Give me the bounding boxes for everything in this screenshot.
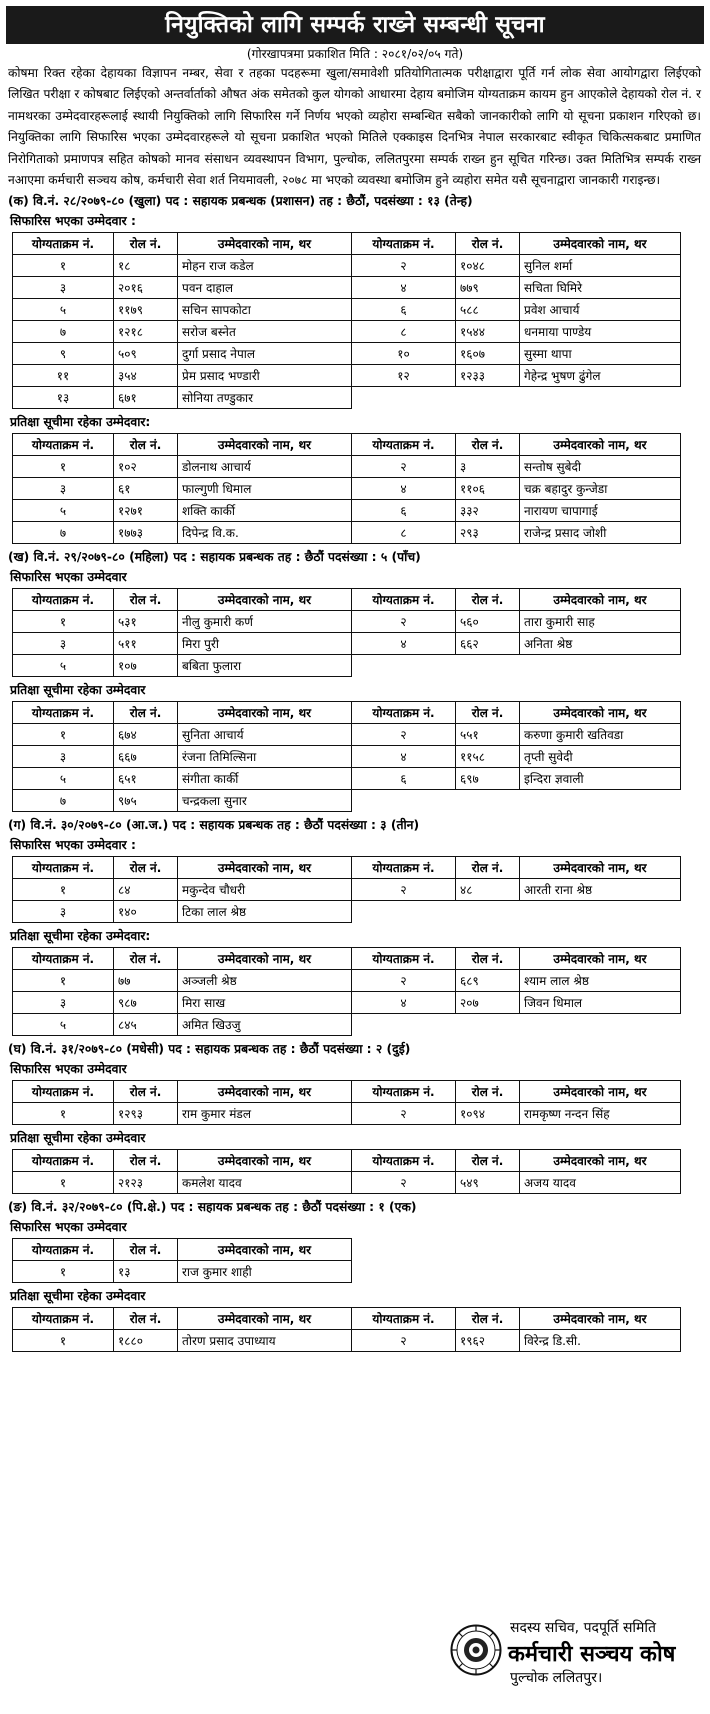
publication-date: (गोरखापत्रमा प्रकाशित मिति : २०८१/०२/०५ गते) [246,47,464,61]
table-cell: ७७९ [456,277,520,299]
table-row [13,611,681,633]
recommended-table [12,1238,704,1283]
table-cell: ११०६ [456,478,520,500]
table-cell: ८ [352,522,456,544]
column-header: उम्मेदवारको नाम, थर [520,702,681,724]
table-cell: ३ [456,456,520,478]
table-row [13,387,681,409]
column-header: उम्मेदवारको नाम, थर [520,233,681,255]
column-header: रोल नं. [114,1081,178,1103]
table-cell: ५८८ [456,299,520,321]
table-cell: १ [13,724,114,746]
column-header: रोल नं. [456,702,520,724]
table-cell: ६७४ [114,724,178,746]
table-cell: अनिता श्रेष्ठ [520,633,681,655]
column-header: उम्मेदवारको नाम, थर [178,702,352,724]
table-cell: रंजना तिमिल्सिना [178,746,352,768]
column-header: योग्यताक्रम नं. [13,857,114,879]
table-cell: १२९३ [114,1103,178,1125]
waiting-list-label: प्रतिक्षा सूचीमा रहेका उम्मेदवार [10,683,146,698]
table-cell: ११७९ [114,299,178,321]
recommended-table [12,232,704,409]
table-cell: १ [13,1330,114,1352]
table-cell: ४ [352,746,456,768]
column-header: उम्मेदवारको नाम, थर [520,589,681,611]
column-header: योग्यताक्रम नं. [352,589,456,611]
table-cell: १०७ [114,655,178,677]
table-cell: सरोज बस्नेत [178,321,352,343]
notice-page [6,6,704,1355]
column-header: रोल नं. [456,1308,520,1330]
column-header: उम्मेदवारको नाम, थर [178,857,352,879]
table-cell: ३ [13,277,114,299]
signature-block [450,1616,700,1706]
column-header: योग्यताक्रम नं. [352,1081,456,1103]
candidate-table [12,1238,352,1283]
column-header: रोल नं. [114,1150,178,1172]
column-header: उम्मेदवारको नाम, थर [178,434,352,456]
table-cell: रामकृष्ण नन्दन सिंह [520,1103,681,1125]
table-cell: डोलनाथ आचार्य [178,456,352,478]
table-cell: ४ [352,277,456,299]
table-cell: ५ [13,500,114,522]
table-row [13,746,681,768]
column-header: योग्यताक्रम नं. [352,948,456,970]
table-header-row [13,857,681,879]
waiting-list-table [12,701,704,812]
table-cell: २९३ [456,522,520,544]
candidate-table [12,588,681,677]
column-header: योग्यताक्रम नं. [13,1150,114,1172]
column-header: योग्यताक्रम नं. [352,702,456,724]
table-row [13,655,681,677]
table-cell: करुणा कुमारी खतिवडा [520,724,681,746]
table-cell: १३ [13,387,114,409]
table-cell: ११५८ [456,746,520,768]
table-header-row [13,1081,681,1103]
seal-logo-icon [450,1624,502,1676]
waiting-list-table [12,433,704,544]
table-cell: ४ [352,633,456,655]
table-cell: सुनिता आचार्य [178,724,352,746]
table-cell: २ [352,1103,456,1125]
column-header: उम्मेदवारको नाम, थर [520,434,681,456]
table-cell: १८८० [114,1330,178,1352]
table-row [13,500,681,522]
waiting-list-label: प्रतिक्षा सूचीमा रहेका उम्मेदवार [10,1289,146,1304]
table-cell: दिपेन्द्र वि.क. [178,522,352,544]
table-cell: गेहेन्द्र भुषण ढुंगेल [520,365,681,387]
table-cell: ५११ [114,633,178,655]
section-heading: (घ) वि.नं. ३१/२०७९-८० (मधेसी) पद : सहायक प्रबन्धक तह : छैठौं पदसंख्या : २ (दुई) [8,1042,411,1057]
table-cell: ६ [352,500,456,522]
table-cell: १२७१ [114,500,178,522]
table-cell: तृप्ती सुवेदी [520,746,681,768]
table-cell: १ [13,879,114,901]
table-cell: सुस्मा थापा [520,343,681,365]
table-header-row [13,233,681,255]
table-row [13,321,681,343]
table-row [13,901,681,923]
table-cell: ३ [13,746,114,768]
table-cell: ९७५ [114,790,178,812]
candidate-table [12,433,681,544]
table-cell: ९ [13,343,114,365]
table-cell: दुर्गा प्रसाद नेपाल [178,343,352,365]
table-cell: १८ [114,255,178,277]
table-cell: १२३३ [456,365,520,387]
table-cell: ५३१ [114,611,178,633]
table-cell: २ [352,1172,456,1194]
candidate-table [12,1307,681,1352]
table-cell: विरेन्द्र डि.सी. [520,1330,681,1352]
table-cell: ६७१ [114,387,178,409]
column-header: योग्यताक्रम नं. [352,1308,456,1330]
table-row [13,790,681,812]
column-header: योग्यताक्रम नं. [352,434,456,456]
table-cell: १०९४ [456,1103,520,1125]
table-cell: १३ [114,1261,178,1283]
table-cell: ६१ [114,478,178,500]
column-header: रोल नं. [456,1150,520,1172]
table-cell: राम कुमार मंडल [178,1103,352,1125]
candidate-table [12,947,681,1036]
table-cell: २ [352,255,456,277]
table-row [13,365,681,387]
column-header: उम्मेदवारको नाम, थर [520,948,681,970]
table-cell: १ [13,255,114,277]
table-cell: ६६७ [114,746,178,768]
column-header: उम्मेदवारको नाम, थर [520,1308,681,1330]
table-row [13,343,681,365]
column-header: उम्मेदवारको नाम, थर [178,1308,352,1330]
table-cell: ५५१ [456,724,520,746]
signatory-title: सदस्य सचिव, पदपूर्ति समिति [510,1620,657,1636]
table-cell: २ [352,724,456,746]
table-cell: १०४८ [456,255,520,277]
organization-name: कर्मचारी सञ्चय कोष [508,1642,676,1667]
table-cell: ३ [13,478,114,500]
table-cell: ३५४ [114,365,178,387]
candidate-table [12,1149,681,1194]
column-header: उम्मेदवारको नाम, थर [178,1239,352,1261]
table-cell: राजेन्द्र प्रसाद जोशी [520,522,681,544]
column-header: योग्यताक्रम नं. [352,1150,456,1172]
table-row [13,478,681,500]
table-cell: २ [352,456,456,478]
table-cell: ८४ [114,879,178,901]
table-cell: १ [13,456,114,478]
table-cell: चक्र बहादुर कुन्जेडा [520,478,681,500]
table-cell: ६५१ [114,768,178,790]
candidate-table [12,1080,681,1125]
table-cell: १७७३ [114,522,178,544]
table-header-row [13,1239,352,1261]
table-cell: संगीता कार्की [178,768,352,790]
table-cell: १२ [352,365,456,387]
column-header: योग्यताक्रम नं. [352,233,456,255]
table-cell: ६६२ [456,633,520,655]
table-cell: ६ [352,299,456,321]
waiting-list-label: प्रतिक्षा सूचीमा रहेका उम्मेदवार: [10,415,151,430]
table-row [13,992,681,1014]
recommended-label: सिफारिस भएका उम्मेदवार : [10,838,136,853]
table-cell: २ [352,1330,456,1352]
column-header: रोल नं. [456,589,520,611]
table-cell: सुनिल शर्मा [520,255,681,277]
table-cell: १ [13,1261,114,1283]
table-cell: ३३२ [456,500,520,522]
column-header: योग्यताक्रम नं. [13,233,114,255]
notice-title: नियुक्तिको लागि सम्पर्क राख्ने सम्बन्धी सूचना [6,6,704,44]
table-row [13,1330,681,1352]
table-cell: टिका लाल श्रेष्ठ [178,901,352,923]
table-cell: ४८ [456,879,520,901]
table-cell: अजय यादव [520,1172,681,1194]
table-cell: १९६२ [456,1330,520,1352]
table-row [13,1103,681,1125]
column-header: योग्यताक्रम नं. [13,589,114,611]
table-cell: नीलु कुमारी कर्ण [178,611,352,633]
table-row [13,456,681,478]
candidate-table [12,701,681,812]
column-header: रोल नं. [114,857,178,879]
recommended-label: सिफारिस भएका उम्मेदवार : [10,214,136,229]
recommended-table [12,856,704,923]
intro-paragraph: कोषमा रिक्त रहेका देहायका विज्ञापन नम्बर, सेवा र तहका पदहरूमा खुला/समावेशी प्रतियोगितात्मक परीक्षाद्वारा पूर्ति गर्न लोक सेवा आयोगद्वारा लिईएको लिखित परीक्षा र कोषबाट लिईएको अन्तर्वार्ताको औषत अंक समेतको कुल योगको आधारमा देहाय बमोजिम योग्यताक्रम कायम हुन आएकोले देहायको रोल नं. र नामथरका उम्मेदवारहरूलाई स्थायी नियुक्तिको लागि सिफारिस गर्ने निर्णय भएको व्यहोरा सम्बन्धित सबैको जानकारीको लागि यो सूचना प्रकाशन गरिएको छ। नियुक्तिका लागि सिफारिस भएका उम्मेदवारहरूले यो सूचना प्रकाशित भएको मितिले एक्काइस दिनभित्र नेपाल सरकारबाट स्वीकृत चिकित्सकबाट प्रमाणित निरोगिताको प्रमाणपत्र सहित कोषको मानव संसाधन व्यवस्थापन विभाग, पुल्चोक, ललितपुरमा सम्पर्क राख्न हुन सूचित गरिन्छ। उक्त मितिभित्र सम्पर्क राख्न नआएमा कर्मचारी सञ्चय कोष, कर्मचारी सेवा शर्त नियमावली, २०७८ मा भएको व्यवस्था बमोजिम हुने व्यहोरा समेत यसै सूचनाद्वारा जानकारी गराइन्छ। [8,66,701,188]
table-row [13,768,681,790]
table-cell: २ [352,611,456,633]
table-cell: ५०९ [114,343,178,365]
column-header: योग्यताक्रम नं. [13,1308,114,1330]
table-row [13,970,681,992]
column-header: उम्मेदवारको नाम, थर [178,589,352,611]
table-row [13,522,681,544]
waiting-list-table [12,1307,704,1352]
table-cell: ५६० [456,611,520,633]
recommended-label: सिफारिस भएका उम्मेदवार [10,570,127,585]
table-cell: सन्तोष सुबेदी [520,456,681,478]
table-cell: ८ [352,321,456,343]
table-header-row [13,434,681,456]
table-cell: प्रवेश आचार्य [520,299,681,321]
table-row [13,1172,681,1194]
table-row [13,724,681,746]
table-row [13,277,681,299]
table-cell: कमलेश यादव [178,1172,352,1194]
column-header: योग्यताक्रम नं. [13,434,114,456]
column-header: रोल नं. [114,434,178,456]
table-cell: तोरण प्रसाद उपाध्याय [178,1330,352,1352]
column-header: उम्मेदवारको नाम, थर [520,1150,681,1172]
column-header: रोल नं. [114,1239,178,1261]
waiting-list-label: प्रतिक्षा सूचीमा रहेका उम्मेदवार: [10,929,151,944]
waiting-list-table [12,947,704,1036]
table-row [13,1014,681,1036]
table-cell: ३ [13,901,114,923]
table-row [13,255,681,277]
column-header: रोल नं. [456,1081,520,1103]
table-cell: ४ [352,478,456,500]
table-cell: १४० [114,901,178,923]
table-cell: अमित खिउजु [178,1014,352,1036]
candidate-table [12,232,681,409]
table-cell: मिरा पुरी [178,633,352,655]
column-header: योग्यताक्रम नं. [13,702,114,724]
section-heading: (ख) वि.नं. २९/२०७९-८० (महिला) पद : सहायक प्रबन्धक तह : छैठौं पदसंख्या : ५ (पाँच) [8,550,421,565]
table-header-row [13,589,681,611]
table-cell: जिवन धिमाल [520,992,681,1014]
table-cell: २१२३ [114,1172,178,1194]
table-cell: ७७ [114,970,178,992]
recommended-label: सिफारिस भएका उम्मेदवार [10,1062,127,1077]
table-cell: ५ [13,299,114,321]
table-cell: २०७ [456,992,520,1014]
table-cell: ३ [13,992,114,1014]
table-cell: ६९७ [456,768,520,790]
table-cell: १ [13,970,114,992]
column-header: रोल नं. [114,233,178,255]
column-header: रोल नं. [456,434,520,456]
table-cell: ४ [352,992,456,1014]
table-cell: श्याम लाल श्रेष्ठ [520,970,681,992]
table-cell: पवन दाहाल [178,277,352,299]
column-header: उम्मेदवारको नाम, थर [178,1150,352,1172]
recommended-table [12,588,704,677]
table-row [13,879,681,901]
table-cell: १२१८ [114,321,178,343]
column-header: रोल नं. [456,857,520,879]
table-cell: बबिता फुलारा [178,655,352,677]
column-header: उम्मेदवारको नाम, थर [178,233,352,255]
table-cell: राज कुमार शाही [178,1261,352,1283]
table-cell: १६०७ [456,343,520,365]
table-cell: ७ [13,790,114,812]
table-row [13,1261,352,1283]
table-cell: चन्द्रकला सुनार [178,790,352,812]
table-cell: प्रेम प्रसाद भण्डारी [178,365,352,387]
column-header: उम्मेदवारको नाम, थर [520,1081,681,1103]
column-header: रोल नं. [456,233,520,255]
table-cell: ५ [13,655,114,677]
organization-address: पुल्चोक ललितपुर। [510,1670,603,1686]
table-cell: १५४४ [456,321,520,343]
column-header: उम्मेदवारको नाम, थर [178,948,352,970]
table-cell: अञ्जली श्रेष्ठ [178,970,352,992]
table-cell: २ [352,879,456,901]
column-header: रोल नं. [114,948,178,970]
sections-container [6,191,704,1352]
section-heading: (ङ) वि.नं. ३२/२०७९-८० (पि.क्षे.) पद : सहायक प्रबन्धक तह : छैठौं पदसंख्या : १ (एक) [8,1200,417,1215]
table-cell: नारायण चापागाई [520,500,681,522]
waiting-list-table [12,1149,704,1194]
table-cell: फाल्गुणी धिमाल [178,478,352,500]
table-header-row [13,1150,681,1172]
table-cell: २ [352,970,456,992]
table-cell: १० [352,343,456,365]
table-cell: ११ [13,365,114,387]
table-cell: मकुन्देव चौधरी [178,879,352,901]
column-header: योग्यताक्रम नं. [13,1081,114,1103]
table-cell: सचिन सापकोटा [178,299,352,321]
table-cell: ८४५ [114,1014,178,1036]
table-row [13,633,681,655]
table-row [13,299,681,321]
table-cell: धनमाया पाण्डेय [520,321,681,343]
table-cell: ५ [13,768,114,790]
table-header-row [13,702,681,724]
column-header: रोल नं. [114,702,178,724]
table-cell: शक्ति कार्की [178,500,352,522]
table-cell: ७ [13,321,114,343]
table-cell: ३ [13,633,114,655]
table-cell: आरती राना श्रेष्ठ [520,879,681,901]
table-cell: १ [13,611,114,633]
table-cell: ६८९ [456,970,520,992]
table-cell: १ [13,1172,114,1194]
candidate-table [12,856,681,923]
table-cell: १०२ [114,456,178,478]
table-cell: सचिता घिमिरे [520,277,681,299]
section-heading: (ग) वि.नं. ३०/२०७९-८० (आ.ज.) पद : सहायक प्रबन्धक तह : छैठौं पदसंख्या : ३ (तीन) [8,818,420,833]
column-header: योग्यताक्रम नं. [352,857,456,879]
table-cell: ९८७ [114,992,178,1014]
table-cell: तारा कुमारी साह [520,611,681,633]
table-cell: इन्दिरा ज्ञवाली [520,768,681,790]
table-cell: २०१६ [114,277,178,299]
column-header: उम्मेदवारको नाम, थर [520,857,681,879]
table-header-row [13,1308,681,1330]
table-cell: सोनिया तण्डुकार [178,387,352,409]
table-cell: ७ [13,522,114,544]
column-header: रोल नं. [114,1308,178,1330]
section-heading: (क) वि.नं. २८/२०७९-८० (खुला) पद : सहायक प्रबन्धक (प्रशासन) तह : छैठौं, पदसंख्या : १३ (तेन्ह) [8,194,473,209]
table-cell: ५ [13,1014,114,1036]
column-header: योग्यताक्रम नं. [13,948,114,970]
table-cell: मिरा साख [178,992,352,1014]
recommended-label: सिफारिस भएका उम्मेदवार [10,1220,127,1235]
column-header: योग्यताक्रम नं. [13,1239,114,1261]
table-cell: १ [13,1103,114,1125]
table-cell: ६ [352,768,456,790]
table-cell: मोहन राज कडेल [178,255,352,277]
column-header: रोल नं. [114,589,178,611]
waiting-list-label: प्रतिक्षा सूचीमा रहेका उम्मेदवार [10,1131,146,1146]
table-header-row [13,948,681,970]
column-header: रोल नं. [456,948,520,970]
table-cell: ५४९ [456,1172,520,1194]
recommended-table [12,1080,704,1125]
column-header: उम्मेदवारको नाम, थर [178,1081,352,1103]
